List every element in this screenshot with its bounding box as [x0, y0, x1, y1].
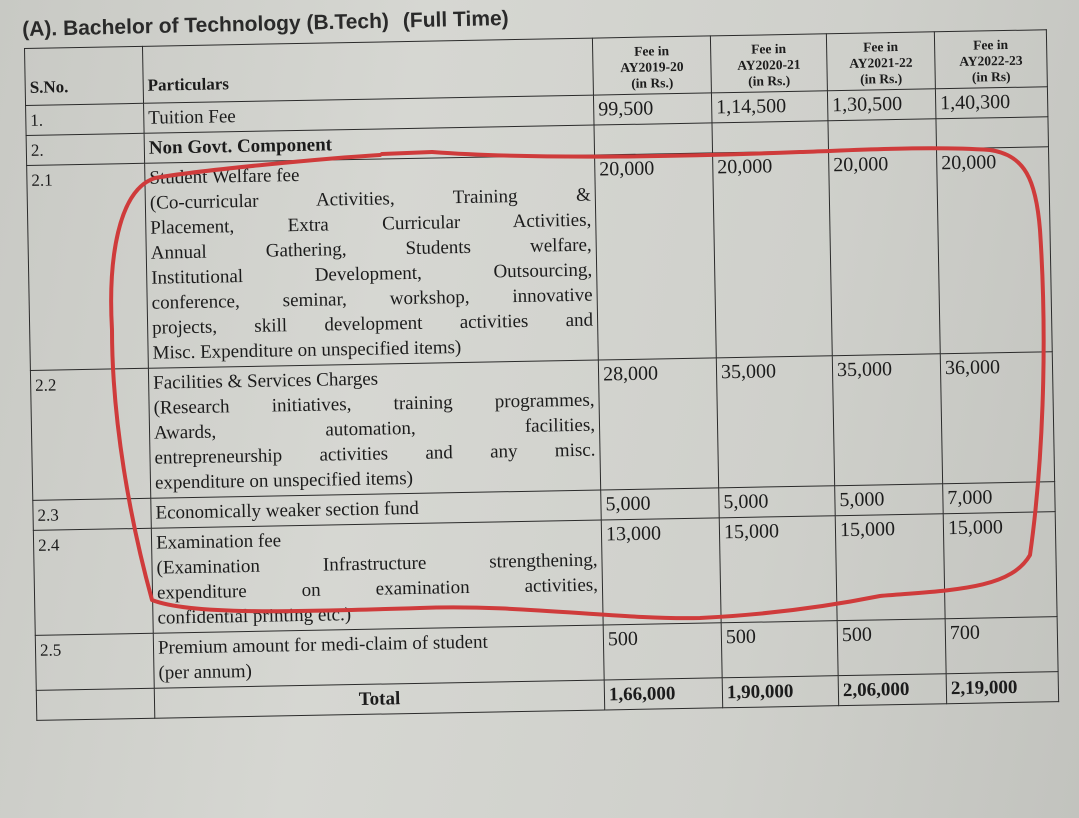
fee-cell-2022-23: 15,000	[943, 512, 1057, 619]
table-row	[30, 352, 1054, 501]
header-fee-2020-21: Fee in AY2020-21 (in Rs.)	[710, 34, 827, 93]
header-fee-2022-23: Fee in AY2022-23 (in Rs)	[934, 30, 1047, 89]
fee-cell-2021-22: 35,000	[832, 354, 942, 486]
row-description-line: expenditure on unspecified items)	[154, 467, 414, 494]
row-sno: 2.3	[33, 498, 152, 530]
row-title: Facilities & Services Charges	[152, 368, 379, 394]
row-description-line: Awards, automation, facilities,	[153, 414, 596, 444]
fee-cell-2020-21	[712, 121, 829, 153]
row-sno: 1.	[26, 103, 145, 135]
row-description-line: projects, skill development activities and	[151, 309, 594, 339]
header-sno: S.No.	[25, 46, 144, 105]
fee-cell-2022-23	[936, 117, 1049, 149]
fee-cell-2022-23: 7,000	[943, 482, 1056, 514]
fee-cell-2019-20: 99,500	[593, 93, 712, 125]
row-description-line: Placement, Extra Curricular Activities,	[150, 209, 592, 239]
row-title: Tuition Fee	[148, 106, 236, 129]
row-title: Economically weaker section fund	[155, 497, 419, 524]
row-particulars	[151, 520, 603, 633]
total-fee-2022-23: 2,19,000	[946, 672, 1059, 704]
row-description-line: (Research initiatives, training programmes,	[153, 389, 595, 419]
heading-mode: (Full Time)	[402, 6, 509, 33]
fee-cell-2021-22: 500	[837, 619, 946, 676]
table-row	[27, 147, 1053, 371]
total-fee-2021-22: 2,06,000	[838, 674, 947, 706]
row-description-line: Institutional Development, Outsourcing,	[151, 259, 593, 289]
fee-cell-2020-21: 500	[721, 621, 838, 678]
fee-cell-2022-23: 36,000	[940, 352, 1054, 484]
fee-cell-2021-22: 1,30,500	[827, 89, 936, 121]
row-sno: 2.2	[30, 368, 150, 500]
row-description-line: conference, seminar, workshop, innovative	[151, 284, 593, 314]
fee-cell-2019-20: 500	[603, 623, 722, 680]
header-fee-2019-20: Fee in AY2019-20 (in Rs.)	[592, 36, 711, 95]
fee-cell-2019-20	[594, 123, 713, 155]
table-body	[26, 87, 1059, 721]
header-particulars: Particulars	[142, 38, 593, 103]
total-fee-2020-21: 1,90,000	[722, 676, 839, 708]
fee-cell-2021-22: 5,000	[835, 484, 944, 516]
fee-cell-2021-22: 15,000	[835, 514, 945, 621]
row-title: Examination fee	[155, 530, 282, 554]
fee-cell-2020-21: 1,14,500	[711, 91, 828, 123]
total-sno-cell	[36, 688, 155, 720]
fee-cell-2020-21: 35,000	[716, 356, 834, 488]
fee-cell-2022-23: 700	[945, 617, 1058, 674]
row-description-line: entrepreneurship activities and any misc.	[154, 439, 596, 469]
fee-cell-2020-21: 15,000	[719, 516, 837, 623]
row-description-line: (per annum)	[158, 660, 253, 684]
total-label: Total	[154, 680, 604, 718]
fee-table	[24, 29, 1059, 721]
row-title: Student Welfare fee	[149, 164, 300, 189]
row-sno: 2.4	[33, 528, 153, 635]
fee-cell-2020-21: 5,000	[719, 486, 836, 518]
row-description-line: confidential printing etc.)	[157, 604, 352, 629]
fee-cell-2022-23: 1,40,300	[935, 87, 1048, 119]
fee-cell-2019-20: 5,000	[601, 488, 720, 520]
heading-section: (A). Bachelor of Technology (B.Tech)	[22, 9, 390, 41]
fee-cell-2019-20: 13,000	[601, 518, 721, 625]
fee-cell-2020-21: 20,000	[713, 151, 833, 358]
total-fee-2019-20: 1,66,000	[604, 678, 723, 710]
row-description-line: expenditure on examination activities,	[156, 574, 599, 604]
row-sno: 2.1	[27, 163, 149, 370]
fee-cell-2019-20: 20,000	[595, 153, 717, 360]
fee-cell-2022-23: 20,000	[937, 147, 1053, 354]
section-heading	[22, 7, 509, 42]
row-title: Premium amount for medi-claim of student	[157, 631, 488, 659]
row-particulars	[153, 625, 604, 688]
row-sno: 2.5	[35, 633, 154, 690]
row-description-line: Misc. Expenditure on unspecified items)	[152, 337, 462, 364]
fee-table-container	[24, 29, 1058, 721]
fee-cell-2021-22: 20,000	[829, 149, 941, 356]
row-description-line: (Examination Infrastructure strengthening,	[156, 549, 598, 579]
fee-cell-2019-20: 28,000	[598, 358, 718, 490]
fee-cell-2021-22	[828, 119, 937, 151]
header-fee-2021-22: Fee in AY2021-22 (in Rs.)	[826, 32, 935, 91]
row-particulars	[145, 155, 599, 368]
row-particulars	[148, 360, 600, 498]
row-description-line: (Co-curricular Activities, Training &	[149, 184, 591, 214]
row-sno: 2.	[26, 133, 145, 165]
table-row	[33, 512, 1057, 636]
row-title: Non Govt. Component	[148, 134, 333, 159]
row-description-line: Annual Gathering, Students welfare,	[150, 234, 592, 264]
